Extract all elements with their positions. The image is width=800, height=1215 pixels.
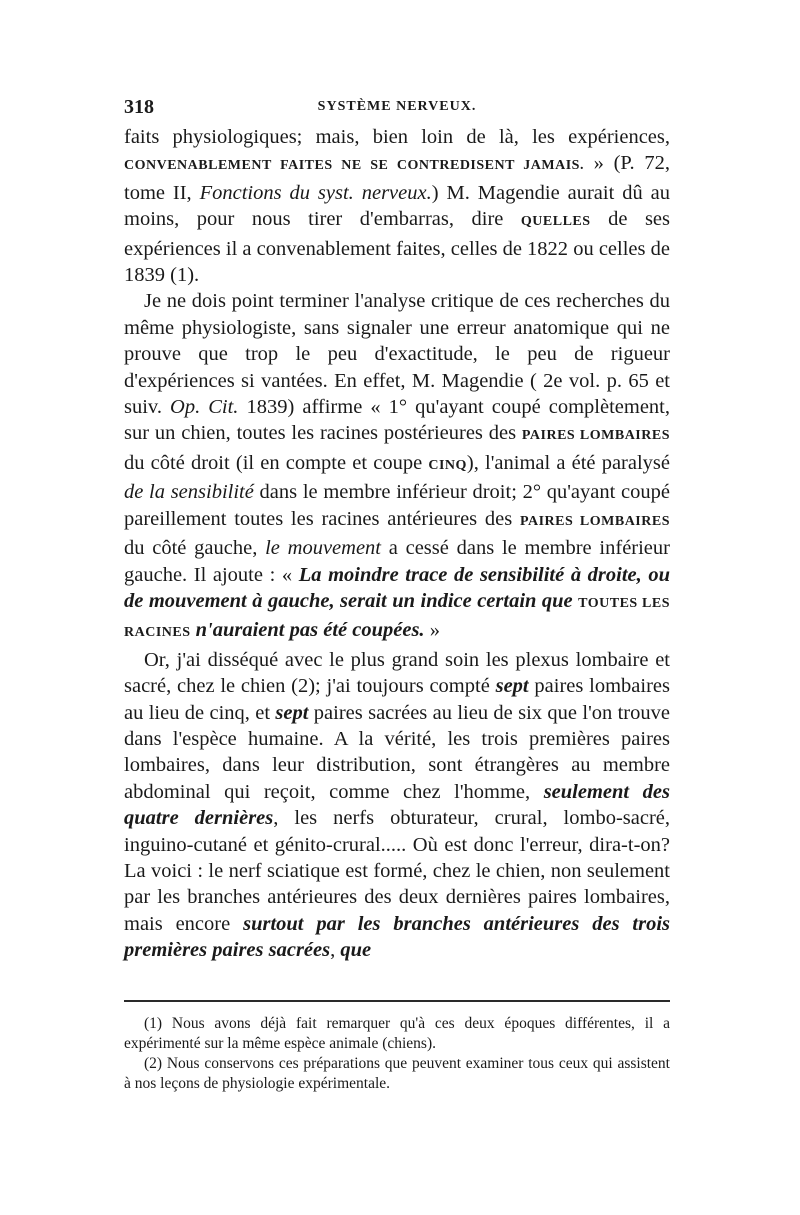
text-run: CONVENABLEMENT FAITES NE SE CONTREDISENT JAMAIS.: [124, 158, 584, 174]
text-run: dans le membre inférieur droit; 2° qu'ayant coupé pareillement toutes les racines antérieures des: [124, 481, 670, 530]
text-run: Or, j'ai disséqué avec le plus grand soin les plexus lombaire et sacré, chez le chien (2); j'ai toujours compté: [124, 648, 670, 698]
footnote-1: (1) Nous avons déjà fait remarquer qu'à ces deux époques différentes, il a expérimenté sur la même espèce animale (chiens).: [124, 1015, 670, 1052]
paragraph: [124, 647, 670, 964]
page-number: 318: [124, 96, 154, 118]
running-head: SYSTÈME NERVEUX.: [317, 99, 477, 114]
text-run: n'auraient pas été coupées.: [195, 619, 425, 642]
text-run: Fonctions du syst. nerveux.: [199, 181, 432, 204]
text-run: paires sacrées au lieu de six que l'on trouve dans l'espèce humaine. A la vérité, les trois premières paires lombaires, dans leur distribution, sont étrangères au membre abdominal qui reçoit, comme chez l'homme,: [124, 701, 670, 803]
text-run: de la sensibilité: [124, 481, 254, 504]
text-run: QUELLES: [520, 214, 591, 230]
text-run: sept: [495, 675, 529, 698]
text-run: du côté gauche,: [124, 537, 266, 560]
text-run: TOUTES LES RACINES: [124, 595, 670, 641]
paragraph: [124, 288, 670, 646]
text-run: faits physiologiques; mais, bien loin de là, les expériences,: [124, 126, 670, 148]
body-text: [124, 124, 670, 964]
text-run: Op. Cit.: [170, 396, 239, 419]
footnotes: [124, 1014, 670, 1094]
page-header: [124, 96, 670, 122]
text-run: ,: [330, 939, 341, 962]
text-run: le mouvement: [265, 537, 381, 560]
text-run: PAIRES LOMBAIRES: [521, 428, 670, 444]
text-run: ), l'animal a été paralysé: [466, 451, 670, 474]
paragraph: [124, 124, 670, 288]
text-run: , les nerfs obturateur, crural, lombo-sacré, inguino-cutané et génito-crural..... Où est donc l'erreur, dira-t-on? La voici : le nerf sciatique est formé, chez le chien, non seulement par les branches antérieures des deux dernières paires lombaires, mais encore: [124, 807, 670, 935]
text-run: » (P. 72, tome II,: [124, 152, 670, 204]
text-run: paires lombaires au lieu de cinq, et: [124, 675, 670, 724]
text-run: de ses expériences il a convenablement faites, celles de 1822 ou celles de 1839 (1).: [124, 208, 670, 287]
text-run: 1839) affirme « 1° qu'ayant coupé complètement, sur un chien, toutes les racines postérieures des: [124, 396, 670, 445]
text-run: seulement des quatre dernières: [124, 780, 670, 830]
text-run: ) M. Magendie aurait dû au moins, pour nous tirer d'embarras, dire: [124, 181, 670, 231]
text-run: sept: [275, 701, 309, 724]
text-run: »: [424, 619, 440, 642]
text-run: CINQ: [428, 457, 467, 473]
text-run: PAIRES LOMBAIRES: [519, 513, 670, 529]
text-run: du côté droit (il en compte et coupe: [124, 451, 429, 474]
text-run: que: [340, 939, 372, 962]
text-run: La moindre trace de sensibilité à droite, ou de mouvement à gauche, serait un indice certain que: [124, 563, 670, 612]
text-run: a cessé dans le membre inférieur gauche. Il ajoute : «: [124, 537, 670, 586]
text-run: Je ne dois point terminer l'analyse critique de ces recherches du même physiologiste, sans signaler une erreur anatomique qui ne prouve que trop le peu d'exactitude, le peu de rigueur d'expériences si vantées. En effet, M. Magendie ( 2e vol. p. 65 et suiv.: [124, 290, 670, 419]
footnote-2: (2) Nous conservons ces préparations que peuvent examiner tous ceux qui assistent à nos leçons de physiologie expérimentale.: [124, 1055, 670, 1092]
text-run: surtout par les branches antérieures des trois premières paires sacrées: [124, 912, 671, 962]
footnote-rule: [124, 1000, 670, 1002]
